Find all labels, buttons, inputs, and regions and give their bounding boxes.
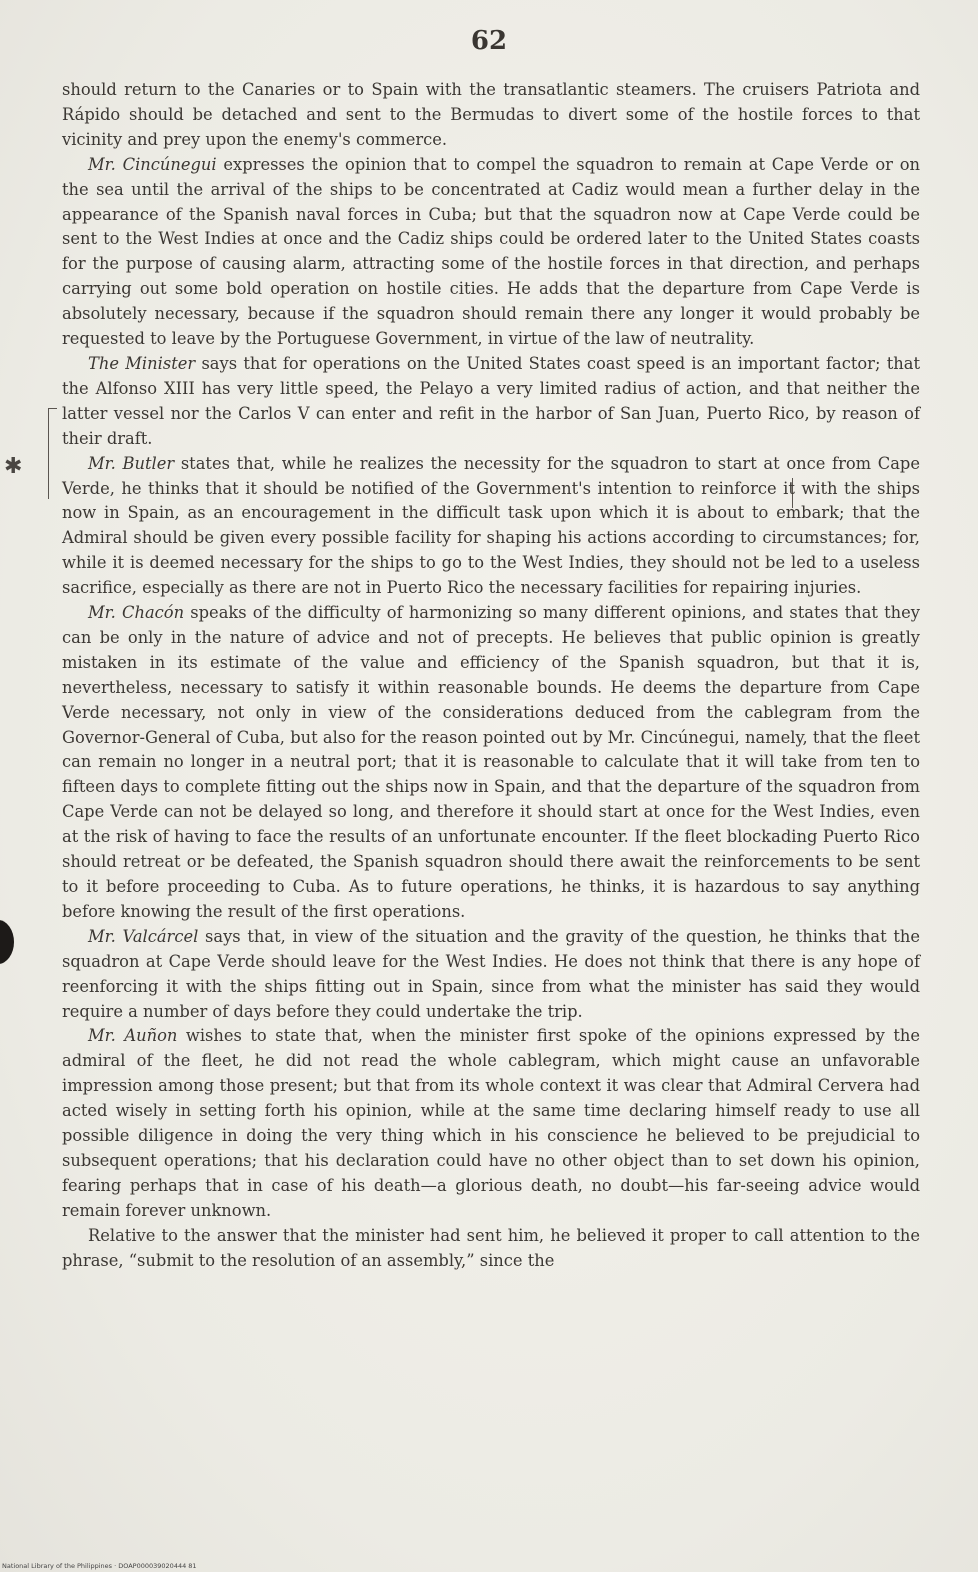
speaker-name: Mr. Auñon bbox=[88, 1026, 178, 1046]
paragraph bbox=[62, 352, 920, 452]
paragraph-text: speaks of the difficulty of harmonizing so many different opinions, and states that they can be only in the nature of advice and not of precepts. He believes that public opinion is greatly mistaken in its estimate of the value and efficiency of the Spanish squadron, but that it is, nevertheless, necessary to satisfy it within reasonable bounds. He deems the departure from Cape Verde necessary, not only in view of the considerations deduced from the cablegram from the Governor-General of Cuba, but also for the reason pointed out by Mr. Cincúnegui, namely, that the fleet can remain no longer in a neutral port; that it is reasonable to calculate that it will take from ten to fifteen days to complete fitting out the ships now in Spain, and that the departure of the squadron from Cape Verde can not be delayed so long, and therefore it should start at once for the West Indies, even at the risk of having to face the results of an unfortunate encounter. If the fleet blockading Puerto Rico should retreat or be defeated, the Spanish squadron should there await the reinforcements to be sent to it before proceeding to Cuba. As to future operations, he thinks, it is hazardous to say anything before knowing the result of the first operations. bbox=[62, 603, 920, 921]
speaker-name: The Minister bbox=[88, 353, 196, 373]
paragraph-text: Relative to the answer that the minister had sent him, he believed it proper to call attention to the phrase, “submit to the resolution of an assembly,” since the bbox=[62, 1225, 920, 1270]
paragraph-text: should return to the Canaries or to Spain with the transatlantic steamers. The cruisers Patriota and Rápido should be detached and sent to the Bermudas to divert some of the hostile forces to that vicinity and prey upon the enemy's commerce. bbox=[62, 80, 920, 149]
speaker-name: Mr. Cincúnegui bbox=[88, 154, 217, 174]
scan-footer: National Library of the Philippines · DOAP000039020444 81 bbox=[2, 1562, 197, 1570]
paragraph bbox=[62, 925, 920, 1025]
paragraph bbox=[62, 601, 920, 925]
paragraph-text: expresses the opinion that to compel the squadron to remain at Cape Verde or on the sea until the arrival of the ships to be concentrated at Cadiz would mean a further delay in the appearance of the Spanish naval forces in Cuba; but that the squadron now at Cape Verde could be sent to the West Indies at once and the Cadiz ships could be ordered later to the United States coasts for the purpose of causing alarm, attracting some of the hostile forces in that direction, and perhaps carrying out some bold operation on hostile cities. He adds that the departure from Cape Verde is absolutely necessary, because if the squadron should remain there any longer it would probably be requested to leave by the Portuguese Government, in virtue of the law of neutrality. bbox=[62, 154, 920, 349]
margin-asterisk-mark: ✱ bbox=[4, 454, 23, 479]
paragraph-text: says that for operations on the United States coast speed is an important factor; that the Alfonso XIII has very little speed, the Pelayo a very limited radius of action, and that neither the latter vessel nor the Carlos V can enter and refit in the harbor of San Juan, Puerto Rico, by reason of their draft. bbox=[62, 353, 920, 448]
margin-bracket-mark bbox=[48, 408, 57, 499]
paragraph-text: says that, in view of the situation and the gravity of the question, he thinks that the squadron at Cape Verde should leave for the West Indies. He does not think that there is any hope of reenforcing it with the ships fitting out in Spain, since from what the minister has said they would require a number of days before they could undertake the trip. bbox=[62, 926, 920, 1021]
speaker-name: Mr. Valcárcel bbox=[88, 926, 199, 946]
paragraph bbox=[62, 452, 920, 601]
speaker-name: Mr. Chacón bbox=[88, 603, 185, 623]
speaker-name: Mr. Butler bbox=[88, 453, 175, 473]
paragraph bbox=[62, 1224, 920, 1274]
paragraph-text: states that, while he realizes the necessity for the squadron to start at once from Cape Verde, he thinks that it should be notified of the Government's intention to reinforce it with the ships now in Spain, as an encouragement in the difficult task upon which it is about to embark; that the Admiral should be given every possible facility for shaping his actions according to circumstances; for, while it is deemed necessary for the ships to go to the West Indies, they should not be led to a useless sacrifice, especially as there are not in Puerto Rico the necessary facilities for repairing injuries. bbox=[62, 453, 920, 598]
paragraph bbox=[62, 1024, 920, 1223]
paragraph bbox=[62, 78, 920, 153]
binding-hole bbox=[0, 920, 14, 964]
paragraph-text: wishes to state that, when the minister first spoke of the opinions expressed by the admiral of the fleet, he did not read the whole cablegram, which might cause an unfavorable impression among those present; but that from its whole context it was clear that Admiral Cervera had acted wisely in setting forth his opinion, while at the same time declaring himself ready to use all possible diligence in doing the very thing which in his conscience he believed to be prejudicial to subsequent operations; that his declaration could have no other object than to set down his opinion, fearing perhaps that in case of his death—a glorious death, no doubt—his far-seeing advice would remain forever unknown. bbox=[62, 1026, 920, 1220]
page-number: 62 bbox=[470, 26, 508, 56]
paragraph bbox=[62, 153, 920, 352]
body-text bbox=[62, 78, 920, 1274]
